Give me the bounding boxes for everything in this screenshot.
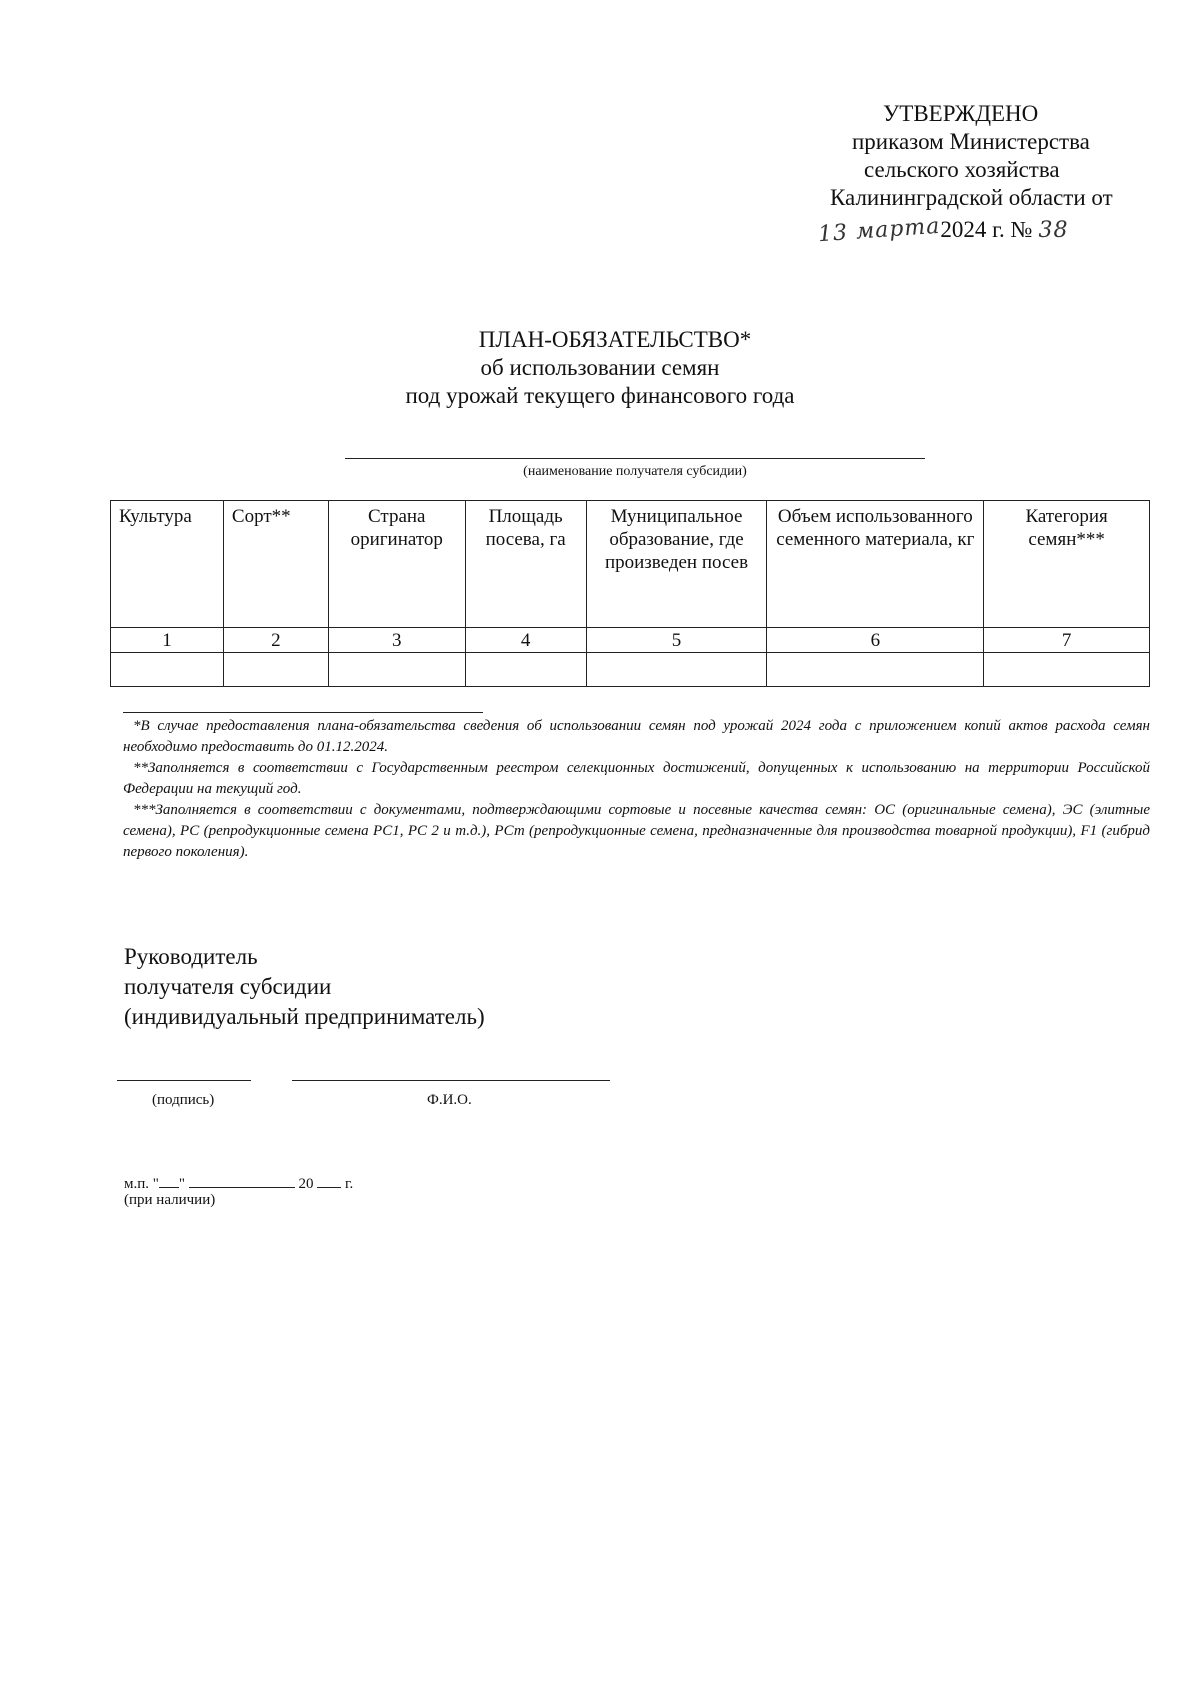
document-title: ПЛАН-ОБЯЗАТЕЛЬСТВО* bbox=[478, 327, 752, 352]
signature-caption: (подпись) bbox=[152, 1092, 215, 1108]
approval-block bbox=[780, 100, 1160, 248]
stamp-date-line bbox=[124, 1173, 353, 1193]
header-culture: Культура bbox=[111, 501, 224, 628]
footnote-2: **Заполняется в соответствии с Государственным реестром селекционных достижений, допущенных к использованию на территории Российской Федерации на текущий год. bbox=[123, 760, 1150, 797]
fio-line[interactable] bbox=[292, 1080, 610, 1081]
column-number: 2 bbox=[223, 628, 328, 653]
day-blank[interactable] bbox=[159, 1173, 179, 1188]
column-number: 3 bbox=[328, 628, 465, 653]
header-country: Страна оригинатор bbox=[328, 501, 465, 628]
column-number: 5 bbox=[586, 628, 767, 653]
column-number: 4 bbox=[465, 628, 586, 653]
recipient-name-line[interactable] bbox=[345, 458, 925, 459]
signer-line-2: получателя субсидии bbox=[124, 974, 332, 999]
empty-cell[interactable] bbox=[984, 653, 1150, 687]
year-suffix: г. bbox=[345, 1176, 354, 1192]
header-variety: Сорт** bbox=[223, 501, 328, 628]
document-title-block bbox=[0, 326, 1200, 410]
header-volume: Объем использованного семенного материала, кг bbox=[767, 501, 984, 628]
stamp-quote: " bbox=[178, 1176, 186, 1192]
empty-cell[interactable] bbox=[586, 653, 767, 687]
approval-line-2: сельского хозяйства bbox=[864, 157, 1060, 182]
signature-line[interactable] bbox=[117, 1080, 251, 1081]
table-header-row bbox=[111, 501, 1150, 628]
handwritten-date: 13 марта bbox=[817, 213, 942, 248]
column-number: 6 bbox=[767, 628, 984, 653]
document-subtitle-1: об использовании семян bbox=[480, 355, 720, 380]
handwritten-order-number: 38 bbox=[1038, 218, 1069, 243]
recipient-caption: (наименование получателя субсидии) bbox=[523, 464, 747, 479]
year-blank[interactable] bbox=[317, 1173, 341, 1188]
empty-cell[interactable] bbox=[223, 653, 328, 687]
header-area: Площадь посева, га bbox=[465, 501, 586, 628]
header-category: Категория семян*** bbox=[984, 501, 1150, 628]
header-municipality: Муниципальное образование, где произведен посев bbox=[586, 501, 767, 628]
approval-line-3: Калининградской области от bbox=[830, 185, 1113, 210]
footnote-3: ***Заполняется в соответствии с документами, подтверждающими сортовые и посевные качества семян: ОС (оригинальные семена), ЭС (элитные семена), РС (репродукционные семена РС1, РС 2 и т.д.), РСт (репродукционные семена, предназначенные для производства товарной продукции), F1 (гибрид первого поколения). bbox=[123, 802, 1150, 860]
empty-cell[interactable] bbox=[465, 653, 586, 687]
stamp-note: (при наличии) bbox=[124, 1192, 216, 1208]
signer-block bbox=[124, 942, 485, 1032]
footnotes bbox=[123, 716, 1150, 863]
approval-title: УТВЕРЖДЕНО bbox=[883, 101, 1039, 126]
column-number: 1 bbox=[111, 628, 224, 653]
table-number-row bbox=[111, 628, 1150, 653]
approval-line-1: приказом Министерства bbox=[852, 129, 1090, 154]
column-number: 7 bbox=[984, 628, 1150, 653]
fio-caption: Ф.И.О. bbox=[427, 1092, 472, 1108]
document-subtitle-2: под урожай текущего финансового года bbox=[405, 383, 795, 408]
stamp-label: м.п. " bbox=[124, 1176, 159, 1192]
signer-line-1: Руководитель bbox=[124, 944, 258, 969]
seed-usage-table bbox=[110, 500, 1150, 687]
empty-cell[interactable] bbox=[111, 653, 224, 687]
month-blank[interactable] bbox=[189, 1173, 295, 1188]
approval-date-line bbox=[780, 213, 1160, 248]
year-prefix: 20 bbox=[298, 1176, 314, 1192]
footnote-separator bbox=[123, 712, 483, 713]
empty-cell[interactable] bbox=[328, 653, 465, 687]
approval-year: 2024 г. № bbox=[940, 217, 1033, 242]
signer-line-3: (индивидуальный предприниматель) bbox=[124, 1004, 485, 1029]
footnote-1: *В случае предоставления плана-обязательства сведения об использовании семян под урожай 2024 года с приложением копий актов расхода семян необходимо предоставить до 01.12.2024. bbox=[123, 718, 1150, 755]
table-empty-row[interactable] bbox=[111, 653, 1150, 687]
empty-cell[interactable] bbox=[767, 653, 984, 687]
